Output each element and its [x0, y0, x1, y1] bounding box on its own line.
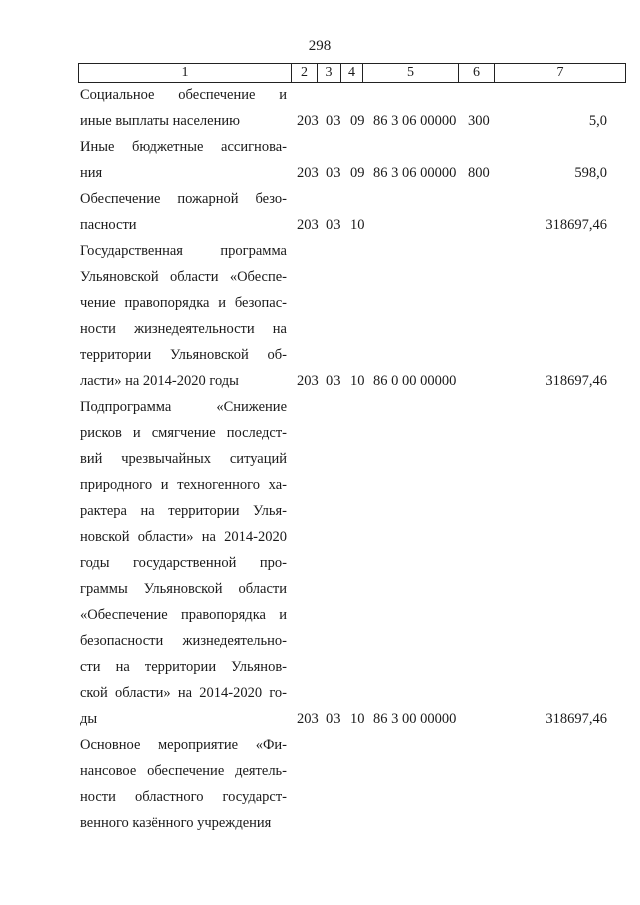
cell-c7: 598,0 [574, 165, 607, 181]
table-row [0, 238, 640, 394]
description-line: Ульяновской области «Обеспе- [80, 269, 287, 285]
description-line: Иные бюджетные ассигнова- [80, 139, 287, 155]
description-line: рактера на территории Улья- [80, 503, 287, 519]
description-line: пасности [80, 217, 137, 233]
cell-c7: 5,0 [588, 113, 607, 129]
cell-c7: 318697,46 [545, 711, 607, 727]
cell-c2: 203 [297, 217, 319, 233]
cell-c5: 86 0 00 00000 [373, 373, 457, 389]
description-line: иные выплаты населению [80, 113, 240, 129]
column-header: 4 [341, 64, 363, 83]
description-line: Государственная программа [80, 243, 287, 259]
row-codes [0, 108, 640, 134]
description-line: ды [80, 711, 98, 727]
table-row [0, 134, 640, 186]
cell-c2: 203 [297, 165, 319, 181]
description-line: ния [80, 165, 103, 181]
description-line: ности областного государст- [80, 789, 287, 805]
cell-c2: 203 [297, 711, 319, 727]
column-header: 1 [79, 64, 292, 83]
row-description [80, 394, 287, 732]
table-row [0, 732, 640, 836]
description-line: Обеспечение пожарной безо- [80, 191, 287, 207]
description-line: Основное мероприятие «Фи- [80, 737, 287, 753]
cell-c5: 86 3 06 00000 [373, 165, 457, 181]
description-line: венного казённого учреждения [80, 815, 272, 831]
cell-c6: 300 [468, 113, 490, 129]
cell-c4: 09 [350, 165, 365, 181]
cell-c4: 10 [350, 217, 365, 233]
table-row [0, 394, 640, 732]
row-codes [0, 810, 640, 836]
cell-c4: 10 [350, 373, 365, 389]
column-header: 2 [292, 64, 318, 83]
description-line: ности жизнедеятельности на [80, 321, 287, 337]
column-header-table [78, 63, 626, 83]
cell-c6: 800 [468, 165, 490, 181]
row-codes [0, 160, 640, 186]
description-line: сти на территории Ульянов- [80, 659, 287, 675]
cell-c4: 10 [350, 711, 365, 727]
table-row [0, 186, 640, 238]
cell-c7: 318697,46 [545, 217, 607, 233]
description-line: чение правопорядка и безопас- [80, 295, 287, 311]
description-line: ласти» на 2014-2020 годы [80, 373, 239, 389]
column-header: 3 [318, 64, 341, 83]
row-codes [0, 706, 640, 732]
cell-c3: 03 [326, 113, 341, 129]
cell-c5: 86 3 00 00000 [373, 711, 457, 727]
description-line: рисков и смягчение последст- [80, 425, 287, 441]
page-number: 298 [308, 38, 332, 54]
description-line: природного и техногенного ха- [80, 477, 287, 493]
description-line: Подпрограмма «Снижение [80, 399, 287, 415]
column-header: 6 [459, 64, 495, 83]
column-header-row [79, 64, 626, 83]
description-line: безопасности жизнедеятельно- [80, 633, 287, 649]
description-line: ской области» на 2014-2020 го- [80, 685, 287, 701]
column-header: 5 [363, 64, 459, 83]
description-line: «Обеспечение правопорядка и [80, 607, 287, 623]
cell-c3: 03 [326, 165, 341, 181]
cell-c2: 203 [297, 373, 319, 389]
budget-table-body [0, 82, 640, 836]
cell-c7: 318697,46 [545, 373, 607, 389]
table-row [0, 82, 640, 134]
row-codes [0, 368, 640, 394]
description-line: территории Ульяновской об- [80, 347, 287, 363]
description-line: вий чрезвычайных ситуаций [80, 451, 287, 467]
column-header: 7 [495, 64, 626, 83]
cell-c4: 09 [350, 113, 365, 129]
description-line: Социальное обеспечение и [80, 87, 287, 103]
cell-c3: 03 [326, 373, 341, 389]
description-line: годы государственной про- [80, 555, 287, 571]
description-line: нансовое обеспечение деятель- [80, 763, 287, 779]
row-codes [0, 212, 640, 238]
cell-c3: 03 [326, 217, 341, 233]
cell-c3: 03 [326, 711, 341, 727]
description-line: граммы Ульяновской области [80, 581, 287, 597]
cell-c2: 203 [297, 113, 319, 129]
description-line: новской области» на 2014-2020 [80, 529, 287, 545]
cell-c5: 86 3 06 00000 [373, 113, 457, 129]
